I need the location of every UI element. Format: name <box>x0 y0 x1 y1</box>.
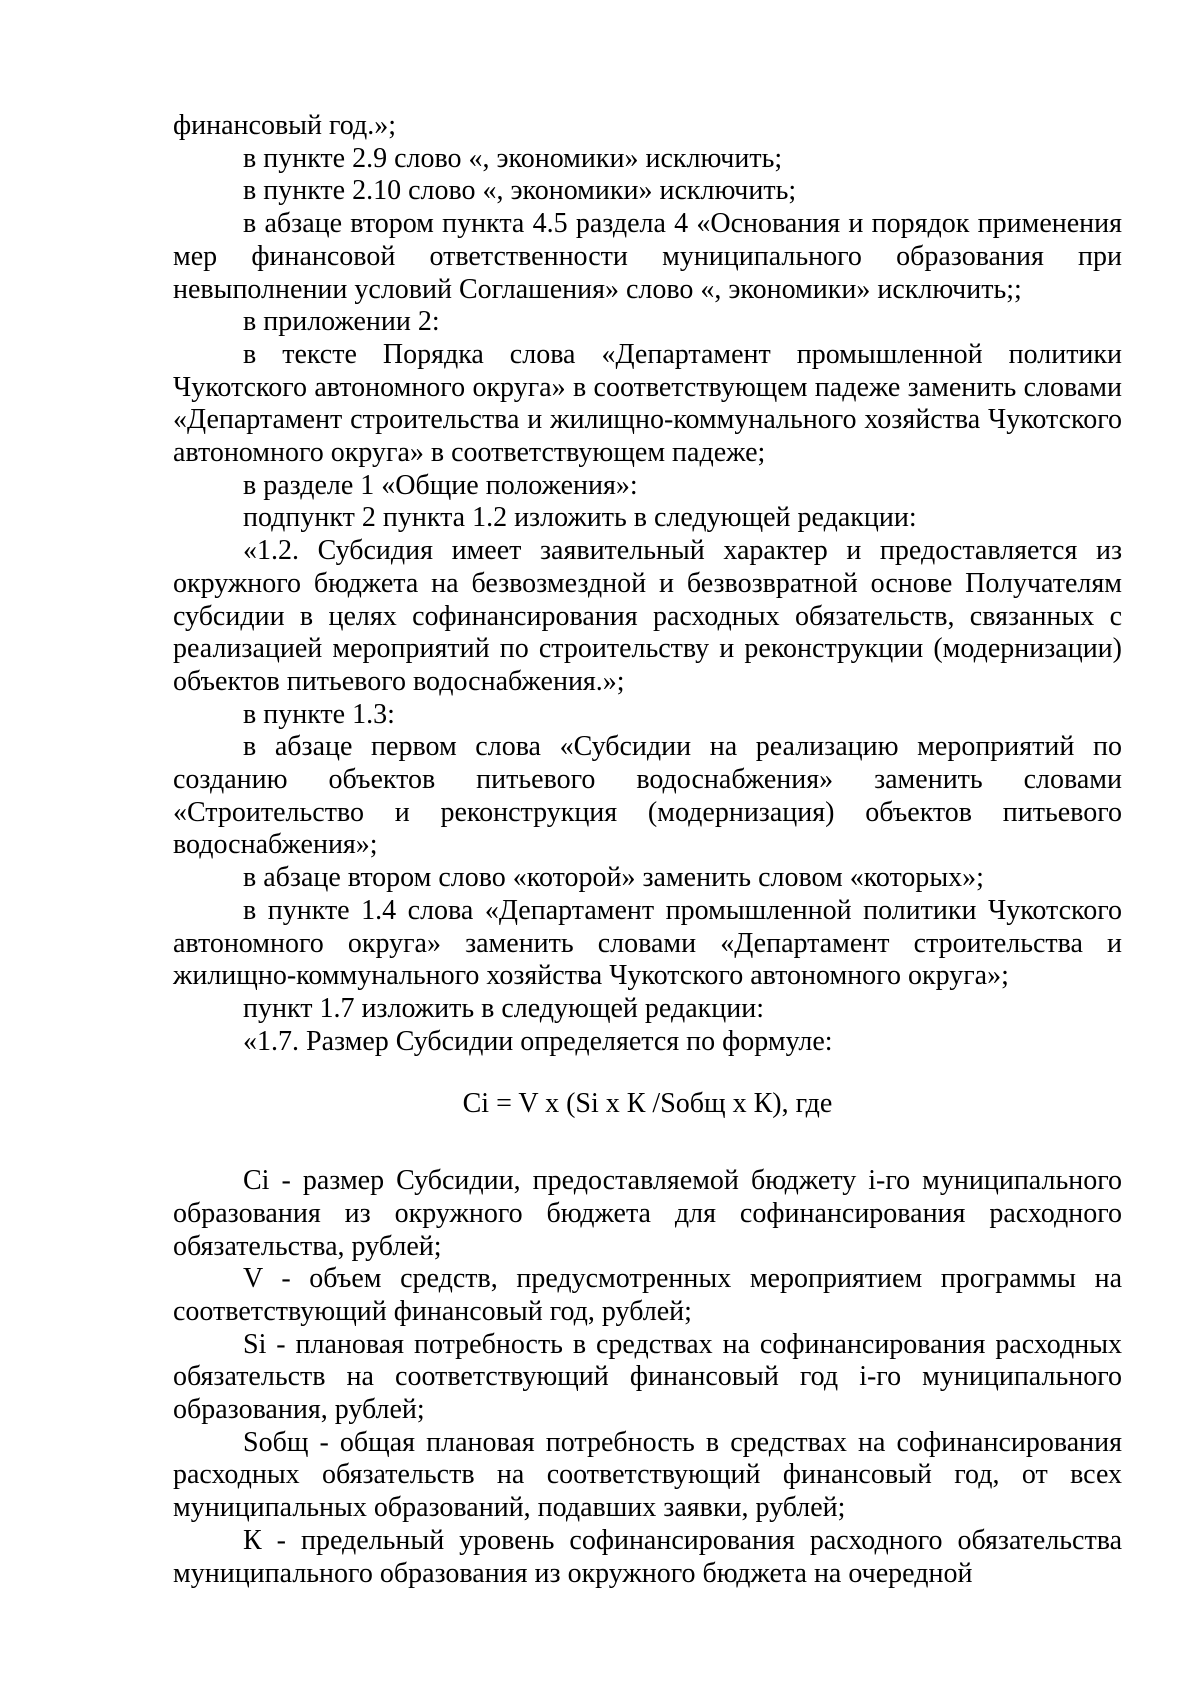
paragraph-section-1: в разделе 1 «Общие положения»: <box>243 469 638 501</box>
definition-k: К - предельный уровень софинансирования расходного обязательства муниципального образования из окружного бюджета на очередной <box>173 1524 1122 1589</box>
paragraph-appendix-2: в приложении 2: <box>243 306 440 338</box>
paragraph-point-1-2-text: «1.2. Субсидия имеет заявительный характер и предоставляется из окружного бюджета на безвозмездной и безвозвратной основе Получателям субсидии в целях софинансирования расходных обязательств, связанных с реализацией мероприятий по строительству и реконструкции (модернизации) объектов питьевого водоснабжения.»; <box>173 535 1122 697</box>
paragraph-amend-2-10: в пункте 2.10 слово «, экономики» исключить; <box>243 175 797 207</box>
paragraph-amend-4-5: в абзаце втором пункта 4.5 раздела 4 «Основания и порядок применения мер финансовой ответственности муниципального образования при невыполнении условий Соглашения» слово «, экономики» исключить;; <box>173 208 1122 305</box>
paragraph-amend-2-9: в пункте 2.9 слово «, экономики» исключить; <box>243 142 783 174</box>
document-body <box>173 110 1122 1590</box>
definition-ci: Ci - размер Субсидии, предоставляемой бюджету i-го муниципального образования из окружного бюджета для софинансирования расходного обязательства, рублей; <box>173 1165 1122 1262</box>
paragraph-point-1-7: пункт 1.7 изложить в следующей редакции: <box>243 992 764 1024</box>
subsidy-formula: Ci = V x (Si x К /Sобщ x К), где <box>462 1088 833 1120</box>
paragraph-point-1-3-first: в абзаце первом слова «Субсидии на реализацию мероприятий по созданию объектов питьевого водоснабжения» заменить словами «Строительство и реконструкция (модернизация) объектов питьевого водоснабжения»; <box>173 731 1122 861</box>
paragraph-point-1-4: в пункте 1.4 слова «Департамент промышленной политики Чукотского автономного округа» заменить словами «Департамент строительства и жилищно-коммунального хозяйства Чукотского автономного округа»; <box>173 894 1122 992</box>
paragraph-subpoint-1-2: подпункт 2 пункта 1.2 изложить в следующей редакции: <box>243 502 917 534</box>
paragraph-continuation: финансовый год.»; <box>173 110 396 141</box>
paragraph-order-text: в тексте Порядка слова «Департамент промышленной политики Чукотского автономного округа» в соответствующем падеже заменить словами «Департамент строительства и жилищно-коммунального хозяйства Чукотского автономного округа» в соответствующем падеже; <box>173 338 1122 469</box>
paragraph-point-1-3-second: в абзаце втором слово «которой» заменить словом «которых»; <box>243 862 984 894</box>
paragraph-point-1-7-text: «1.7. Размер Субсидии определяется по формуле: <box>243 1025 833 1057</box>
definition-sobsch: Sобщ - общая плановая потребность в средствах на софинансирования расходных обязательств на соответствующий финансовый год, от всех муниципальных образований, подавших заявки, рублей; <box>173 1426 1122 1524</box>
definition-v: V - объем средств, предусмотренных мероприятием программы на соответствующий финансовый год, рублей; <box>173 1263 1122 1327</box>
paragraph-point-1-3: в пункте 1.3: <box>243 698 395 730</box>
definition-si: Si - плановая потребность в средствах на софинансирования расходных обязательств на соответствующий финансовый год i-го муниципального образования, рублей; <box>173 1328 1122 1426</box>
